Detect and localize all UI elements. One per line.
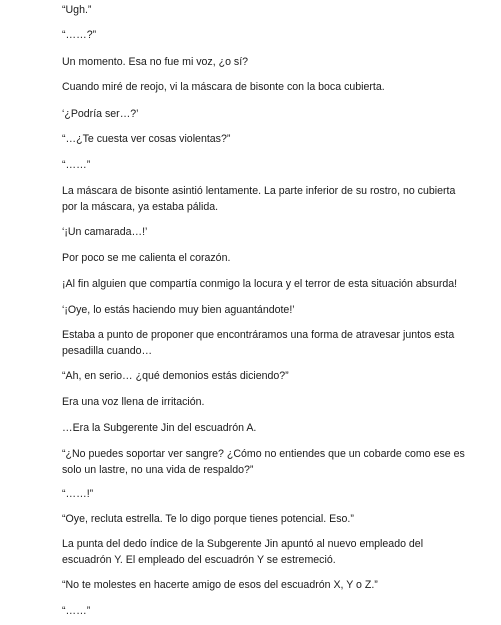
paragraph: “……?” [62, 29, 97, 41]
paragraph: “Ugh.” [62, 4, 92, 16]
paragraph: La punta del dedo índice de la Subgerente Jin apuntó al nuevo empleado del escuadrón Y. El empleado del escuadrón Y se estremeció. [62, 538, 424, 566]
paragraph: ‘¡Un camarada…!’ [62, 226, 148, 238]
paragraph: Estaba a punto de proponer que encontráramos una forma de atravesar juntos esta pesadilla cuando… [62, 329, 455, 357]
paragraph: ‘¡Oye, lo estás haciendo muy bien aguantándote!’ [62, 304, 295, 316]
paragraph: …Era la Subgerente Jin del escuadrón A. [62, 422, 257, 434]
paragraph: Cuando miré de reojo, vi la máscara de bisonte con la boca cubierta. [62, 81, 385, 93]
paragraph: “Oye, recluta estrella. Te lo digo porque tienes potencial. Eso.” [62, 513, 354, 525]
paragraph: “No te molestes en hacerte amigo de esos del escuadrón X, Y o Z.” [62, 579, 378, 591]
paragraph: “¿No puedes soportar ver sangre? ¿Cómo no entiendes que un cobarde como ese es solo un lastre, no una vida de respaldo?” [62, 448, 465, 476]
paragraph: “……” [62, 605, 91, 617]
paragraph: Por poco se me calienta el corazón. [62, 252, 231, 264]
paragraph: La máscara de bisonte asintió lentamente. La parte inferior de su rostro, no cubierta por la máscara, ya estaba pálida. [62, 185, 456, 213]
paragraph: Era una voz llena de irritación. [62, 396, 205, 408]
paragraph: Un momento. Esa no fue mi voz, ¿o sí? [62, 56, 249, 68]
paragraph: “Ah, en serio… ¿qué demonios estás diciendo?” [62, 370, 289, 382]
paragraph: “……” [62, 159, 91, 171]
paragraph: ‘¿Podría ser…?’ [62, 108, 139, 120]
paragraph: “…¿Te cuesta ver cosas violentas?” [62, 133, 231, 145]
paragraph: “……!” [62, 488, 94, 500]
paragraph: ¡Al fin alguien que compartía conmigo la locura y el terror de esta situación absurda! [62, 278, 458, 290]
